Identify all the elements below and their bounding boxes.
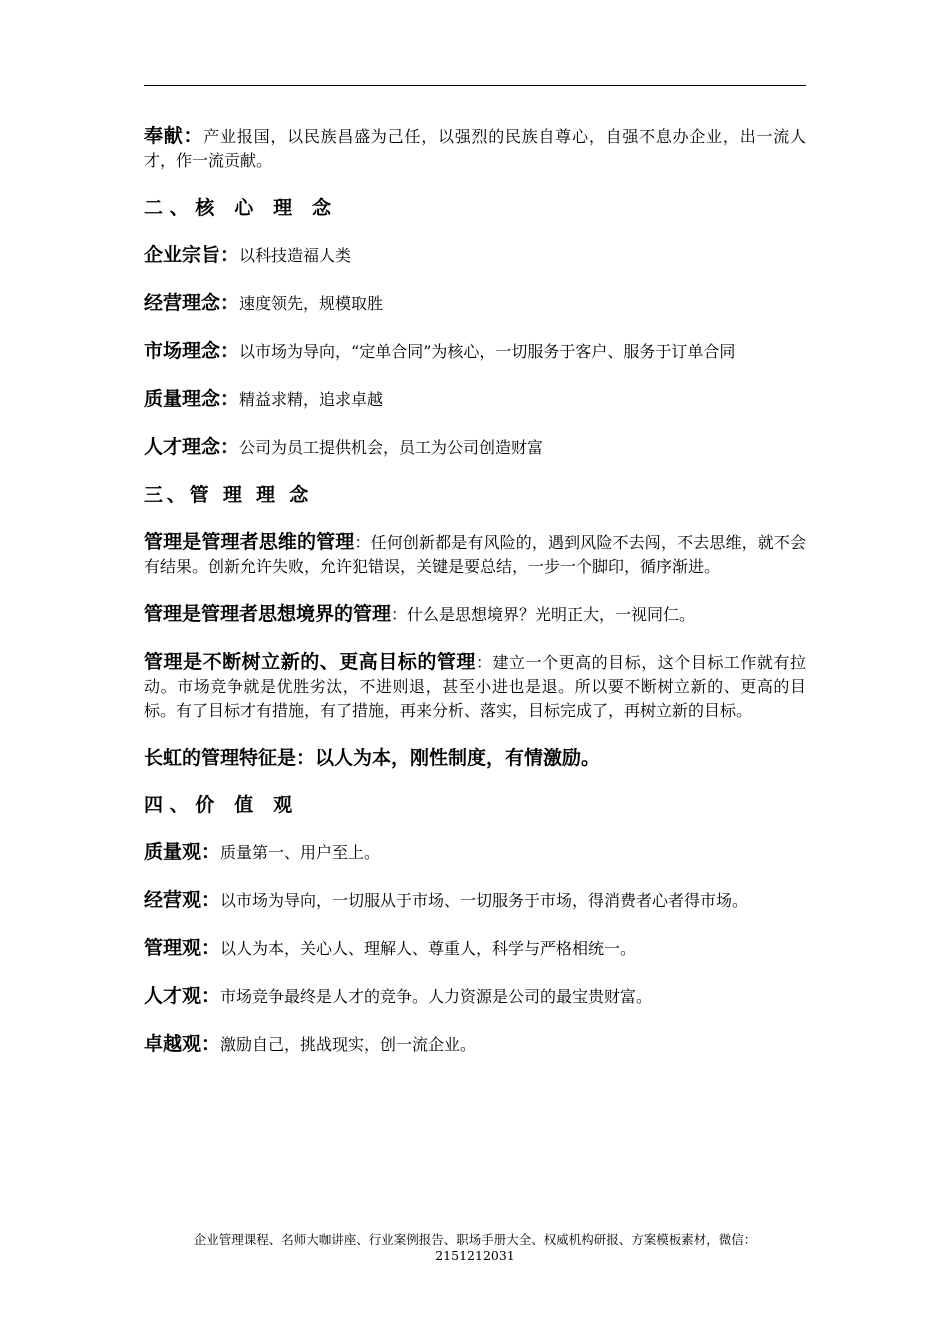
core-text: 精益求精，追求卓越 [239, 390, 384, 409]
mgmt-term: 管理是不断树立新的、更高目标的管理 [144, 651, 476, 673]
core-item [144, 291, 806, 316]
footer-wechat-id: 2151212031 [435, 1248, 515, 1263]
mgmt-text: ：任何创新都是有风险的，遇到风险不去闯，不去思维，就不会有结果。创新允许失败，允许犯错误，关键是要总结，一步一个脚印，循序渐进。 [144, 533, 806, 576]
values-item [144, 936, 806, 961]
mgmt-text: ：什么是思想境界？光明正大，一视同仁。 [391, 605, 696, 624]
contribution-paragraph [144, 124, 806, 173]
core-text: 速度领先，规模取胜 [239, 294, 384, 313]
core-term: 企业宗旨： [144, 244, 240, 266]
header-rule [144, 85, 806, 86]
values-item [144, 888, 806, 913]
core-text: 以科技造福人类 [239, 246, 352, 265]
core-term: 市场理念： [144, 340, 240, 362]
mgmt-term: 管理是管理者思想境界的管理 [144, 603, 392, 625]
core-text: 以市场为导向，“定单合同”为核心，一切服务于客户、服务于订单合同 [239, 342, 736, 361]
values-item [144, 1032, 806, 1057]
footer-line-1: 企业管理课程、名师大咖讲座、行业案例报告、职场手册大全、权威机构研报、方案模板素材，微信： [193, 1232, 757, 1247]
values-term: 卓越观： [144, 1033, 221, 1055]
core-item [144, 243, 806, 268]
core-term: 人才理念： [144, 436, 240, 458]
document-body [144, 124, 806, 1080]
values-text: 激励自己，挑战现实，创一流企业。 [220, 1035, 477, 1054]
core-item [144, 339, 806, 364]
values-term: 管理观： [144, 937, 221, 959]
values-text: 质量第一、用户至上。 [220, 843, 381, 862]
core-text: 公司为员工提供机会，员工为公司创造财富 [239, 438, 544, 457]
contribution-text: 产业报国，以民族昌盛为己任，以强烈的民族自尊心，自强不息办企业，出一流人才，作一流贡献。 [144, 127, 806, 170]
values-term: 质量观： [144, 841, 221, 863]
values-item [144, 984, 806, 1009]
mgmt-term: 管理是管理者思维的管理 [144, 531, 355, 553]
mgmt-text: ：建立一个更高的目标，这个目标工作就有拉动。市场竞争就是优胜劣汰，不进则退，甚至小进也是退。所以要不断树立新的、更高的目标。有了目标才有措施，有了措施，再来分析、落实，目标完成了，再树立新的目标。 [144, 653, 806, 720]
mgmt-feature: 长虹的管理特征是：以人为本，刚性制度，有情激励。 [144, 747, 601, 769]
mgmt-item [144, 602, 806, 627]
values-heading: 四、价 值 观 [144, 794, 299, 816]
core-item [144, 435, 806, 460]
values-text: 以人为本，关心人、理解人、尊重人，科学与严格相统一。 [220, 939, 637, 958]
mgmt-item [144, 650, 806, 723]
page-footer [100, 1232, 850, 1264]
values-item [144, 840, 806, 865]
core-term: 经营理念： [144, 292, 240, 314]
values-term: 经营观： [144, 889, 221, 911]
core-heading: 二、核 心 理 念 [144, 197, 338, 219]
core-item [144, 387, 806, 412]
values-text: 市场竞争最终是人才的竞争。人力资源是公司的最宝贵财富。 [220, 987, 653, 1006]
mgmt-heading: 三、管 理 理 念 [144, 484, 313, 506]
values-term: 人才观： [144, 985, 221, 1007]
mgmt-item [144, 530, 806, 579]
contribution-term: 奉献： [144, 125, 204, 147]
values-text: 以市场为导向，一切服从于市场、一切服务于市场，得消费者心者得市场。 [220, 891, 749, 910]
core-term: 质量理念： [144, 388, 240, 410]
